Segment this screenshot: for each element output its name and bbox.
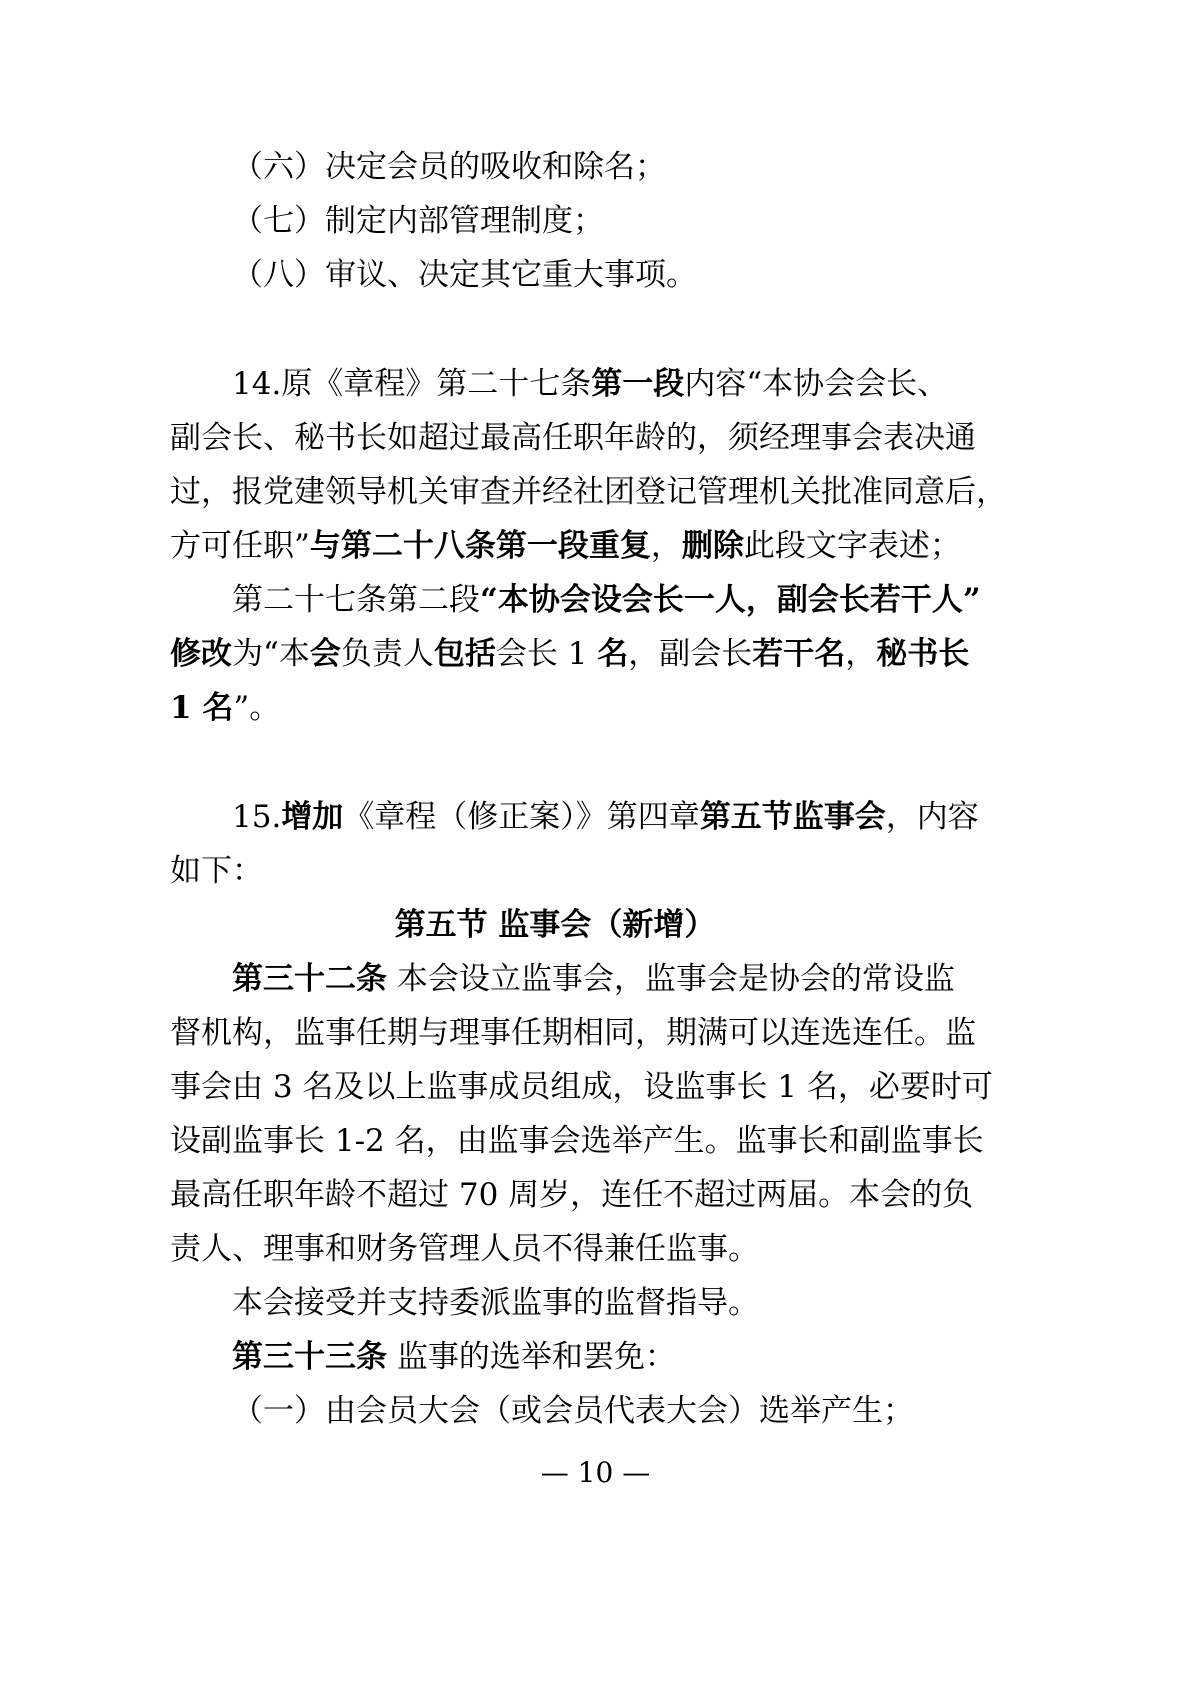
text-run: （八）审议、决定其它重大事项。 xyxy=(232,257,697,293)
text-line xyxy=(232,573,981,627)
text-run: （六）决定会员的吸收和除名； xyxy=(232,149,666,185)
text-run: 为“本 xyxy=(232,636,310,672)
text-line xyxy=(170,1168,974,1222)
text-run: （一）由会员大会（或会员代表大会）选举产生； xyxy=(232,1393,914,1429)
text-run: 如下： xyxy=(170,853,263,889)
bold-text: 第三十三条 xyxy=(232,1339,387,1375)
text-run: 督机构，监事任期与理事任期相同，期满可以连选连任。监 xyxy=(170,1015,976,1051)
text-run: 15. xyxy=(232,799,282,835)
text-run: 责人、理事和财务管理人员不得兼任监事。 xyxy=(170,1231,759,1267)
text-line xyxy=(232,1384,940,1438)
text-line xyxy=(232,790,979,844)
bold-text: 第五节监事会 xyxy=(699,799,886,835)
text-line xyxy=(232,1330,940,1384)
text-line xyxy=(170,1006,976,1060)
text-run: （七）制定内部管理制度； xyxy=(232,203,604,239)
text-run: 本会接受并支持委派监事的监督指导。 xyxy=(232,1285,759,1321)
bold-text: 名 xyxy=(597,636,629,672)
bold-text: 第五节 监事会（新增） xyxy=(394,907,716,943)
text-line xyxy=(170,1060,993,1114)
text-run: 过，报党建领导机关审查并经社团登记管理机关批准同意后， xyxy=(170,474,1007,510)
text-run: ”。 xyxy=(233,690,281,726)
text-run: 会长 1 xyxy=(495,636,598,672)
text-line xyxy=(232,248,940,302)
text-run: 第二十七条第二段 xyxy=(232,582,480,618)
text-run: 最高任职年龄不超过 70 周岁，连任不超过两届。本会的负 xyxy=(170,1177,974,1213)
text-run: 14.原《章程》第二十七条 xyxy=(232,366,592,402)
text-line xyxy=(170,1114,984,1168)
bold-text: 第一段 xyxy=(591,366,685,402)
text-line xyxy=(170,519,961,573)
text-line xyxy=(232,140,940,194)
bold-text: 第三十二条 xyxy=(232,961,387,997)
bold-text: 删除 xyxy=(681,528,744,564)
text-run: ，内容 xyxy=(885,799,979,835)
text-run: ， xyxy=(845,636,877,672)
text-run: 本会设立监事会，监事会是协会的常设监 xyxy=(387,961,955,997)
text-line xyxy=(170,465,1007,519)
text-run: ， xyxy=(650,528,682,564)
page-number: — 10 — xyxy=(540,1456,651,1489)
bold-text: 修改 xyxy=(170,636,232,672)
bold-text: 若干名 xyxy=(752,636,846,672)
text-run: 方可任职” xyxy=(170,528,310,564)
text-line xyxy=(170,627,970,681)
text-line xyxy=(232,357,949,411)
bold-text: 1 名 xyxy=(170,690,234,726)
bold-text: 与第二十八条第一段重复 xyxy=(309,528,651,564)
text-run: 负责人 xyxy=(340,636,434,672)
text-run: 副会长、秘书长如超过最高任职年龄的，须经理事会表决通 xyxy=(170,420,976,456)
text-line xyxy=(232,194,940,248)
bold-text: 秘书长 xyxy=(876,636,970,672)
bold-text: 增加 xyxy=(281,799,344,835)
text-line xyxy=(170,681,940,735)
bold-text: 包括 xyxy=(433,636,496,672)
text-run: 设副监事长 1-2 名，由监事会选举产生。监事长和副监事长 xyxy=(170,1123,984,1159)
text-run: ，副会长 xyxy=(628,636,753,672)
text-line xyxy=(170,898,940,952)
text-line xyxy=(170,844,940,898)
text-run: 事会由 3 名及以上监事成员组成，设监事长 1 名，必要时可 xyxy=(170,1069,993,1105)
text-line xyxy=(170,1222,940,1276)
text-run: 《章程（修正案）》第四章 xyxy=(343,799,700,835)
text-run: 内容“本协会会长、 xyxy=(684,366,949,402)
bold-text: “本协会设会长一人，副会长若干人” xyxy=(480,582,981,618)
text-line xyxy=(170,411,976,465)
text-line xyxy=(232,952,955,1006)
text-line xyxy=(232,1276,940,1330)
bold-text: 会 xyxy=(309,636,341,672)
text-run: 监事的选举和罢免： xyxy=(387,1339,676,1375)
text-run: 此段文字表述； xyxy=(743,528,961,564)
